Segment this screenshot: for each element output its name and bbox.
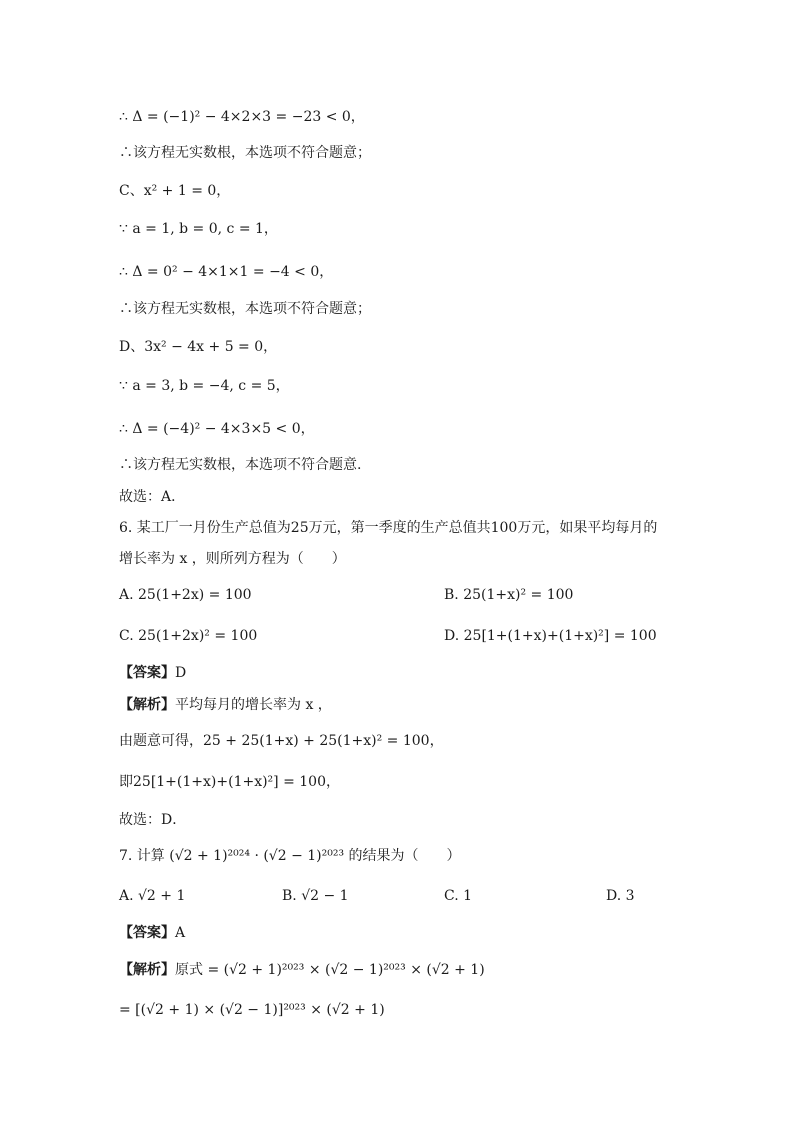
q6-option-d: D. 25[1+(1+x)+(1+x)²] = 100 [444, 628, 657, 644]
q6-analysis-line-4: 故选：D． [119, 812, 187, 828]
solution-line: ∴该方程无实数根，本选项不符合题意； [119, 301, 371, 317]
analysis-text: 平均每月的增长率为 x ， [175, 697, 332, 713]
analysis-text: 原式 = (√2 + 1)²⁰²³ × (√2 − 1)²⁰²³ × (√2 + 1) [175, 962, 485, 978]
q7-analysis-line-1 [119, 960, 485, 980]
q6-stem-line-2: 增长率为 x ，则所列方程为（ ） [119, 551, 346, 567]
q7-answer [119, 923, 185, 943]
q7-option-c: C. 1 [444, 888, 473, 904]
solution-line: ∴ Δ = (−4)² − 4×3×5 < 0， [119, 421, 315, 437]
answer-value: A [175, 925, 186, 941]
q6-option-b: B. 25(1+x)² = 100 [444, 587, 574, 603]
q7-option-b: B. √2 − 1 [282, 888, 349, 904]
q6-option-c: C. 25(1+2x)² = 100 [119, 628, 258, 644]
solution-line: C、x² + 1 = 0， [119, 183, 231, 199]
solution-line: ∴该方程无实数根，本选项不符合题意； [119, 145, 371, 161]
q6-stem-line-1: 6. 某工厂一月份生产总值为25万元，第一季度的生产总值共100万元，如果平均每月的 [119, 520, 658, 536]
q7-stem: 7. 计算 (√2 + 1)²⁰²⁴ · (√2 − 1)²⁰²³ 的结果为（ ） [119, 848, 461, 864]
q7-option-d: D. 3 [606, 888, 635, 904]
solution-line: 故选：A． [119, 489, 186, 505]
solution-line: ∴ Δ = (−1)² − 4×2×3 = −23 < 0， [119, 109, 365, 125]
solution-line: ∵ a = 3, b = −4, c = 5， [119, 378, 290, 394]
solution-line: ∵ a = 1, b = 0, c = 1， [119, 221, 278, 237]
analysis-tag: 【解析】 [119, 697, 175, 713]
answer-tag: 【答案】 [119, 925, 175, 941]
solution-line: ∴ Δ = 0² − 4×1×1 = −4 < 0， [119, 264, 334, 280]
q6-option-a: A. 25(1+2x) = 100 [119, 587, 252, 603]
solution-line: D、3x² − 4x + 5 = 0， [119, 339, 278, 355]
solution-line: ∴该方程无实数根，本选项不符合题意. [119, 457, 362, 473]
answer-value: D [175, 665, 187, 681]
q6-answer [119, 663, 186, 683]
analysis-tag: 【解析】 [119, 962, 175, 978]
q7-option-a: A. √2 + 1 [119, 888, 186, 904]
q6-analysis-line-2: 由题意可得，25 + 25(1+x) + 25(1+x)² = 100， [119, 733, 444, 749]
q6-analysis-line-1 [119, 695, 332, 715]
q6-analysis-line-3: 即25[1+(1+x)+(1+x)²] = 100， [119, 774, 340, 790]
q7-analysis-line-2: = [(√2 + 1) × (√2 − 1)]²⁰²³ × (√2 + 1) [119, 1002, 385, 1018]
answer-tag: 【答案】 [119, 665, 175, 681]
